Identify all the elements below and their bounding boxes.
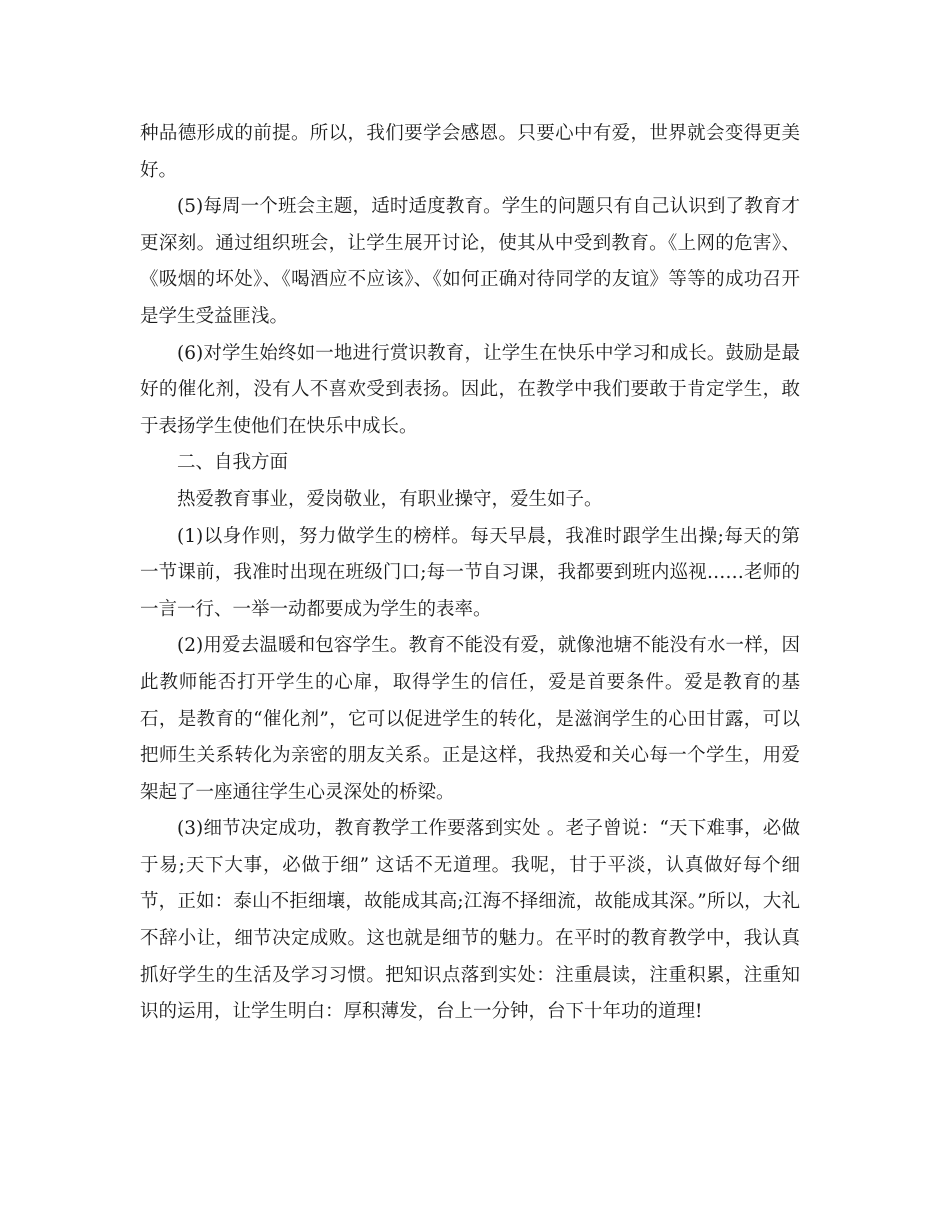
paragraph-item-3: (3)细节决定成功，教育教学工作要落到实处 。老子曾说：“天下难事，必做于易;天下大事，必做于细” 这话不无道理。我呢，甘于平淡，认真做好每个细节，正如：泰山不拒细壤，故能成其高;江海不择细流，故能成其深。”所以，大礼不辞小让，细节决定成败。这也就是细节的魅力。在平时的教育教学中，我认真抓好学生的生活及学习习惯。把知识点落到实处：注重晨读，注重积累，注重知识的运用，让学生明白：厚积薄发，台上一分钟，台下十年功的道理! [140, 818, 800, 1023]
paragraph-item-2: (2)用爱去温暖和包容学生。教育不能没有爱，就像池塘不能没有水一样，因此教师能否打开学生的心扉，取得学生的信任，爱是首要条件。爱是教育的基石，是教育的“催化剂”，它可以促进学生的转化，是滋润学生的心田甘露，可以把师生关系转化为亲密的朋友关系。正是这样，我热爱和关心每一个学生，用爱架起了一座通往学生心灵深处的桥梁。 [140, 635, 800, 803]
section-heading-self: 二、自我方面 [177, 452, 289, 474]
paragraph-continuation: 种品德形成的前提。所以，我们要学会感恩。只要心中有爱，世界就会变得更美好。 [140, 123, 800, 181]
document-body [140, 116, 800, 1031]
paragraph-self-intro: 热爱教育事业，爱岗敬业，有职业操守，爱生如子。 [177, 488, 603, 510]
paragraph-item-1: (1)以身作则，努力做学生的榜样。每天早晨，我准时跟学生出操;每天的第一节课前，我准时出现在班级门口;每一节自习课，我都要到班内巡视……老师的一言一行、一举一动都要成为学生的表率。 [140, 525, 800, 620]
paragraph-item-5: (5)每周一个班会主题，适时适度教育。学生的问题只有自己认识到了教育才更深刻。通过组织班会，让学生展开讨论，使其从中受到教育。《上网的危害》、《吸烟的坏处》、《喝酒应不应该》、《如何正确对待同学的友谊》等等的成功召开是学生受益匪浅。 [140, 196, 800, 327]
paragraph-item-6: (6)对学生始终如一地进行赏识教育，让学生在快乐中学习和成长。鼓励是最好的催化剂，没有人不喜欢受到表扬。因此，在教学中我们要敢于肯定学生，敢于表扬学生使他们在快乐中成长。 [140, 342, 800, 437]
